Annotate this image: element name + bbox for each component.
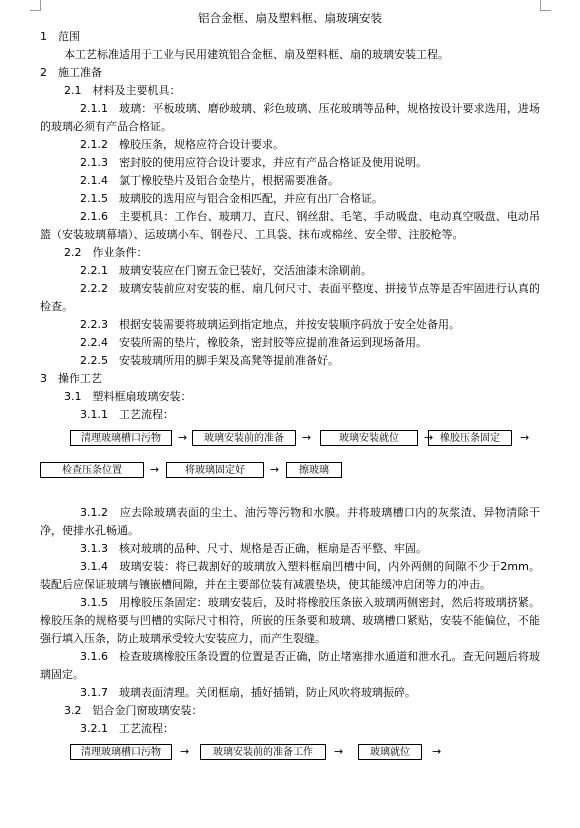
item-2-1-5: 2.1.5 玻璃胶的选用应与铝合金相匹配，并应有出厂合格证。 — [80, 192, 383, 205]
flow-step: 清理玻璃槽口污物 — [70, 744, 172, 760]
flow-arrow-icon: → — [302, 431, 312, 444]
section-2-2-heading: 2.2 作业条件： — [64, 246, 148, 259]
flow-step: 擦玻璃 — [286, 462, 342, 478]
flow-arrow-icon: → — [178, 431, 188, 444]
flow-arrow-icon: → — [180, 745, 190, 758]
flow-arrow-icon: → — [432, 745, 442, 758]
section-3-2-heading: 3.2 铝合金门窗玻璃安装： — [64, 704, 203, 717]
flow-arrow-icon: → — [424, 431, 434, 444]
flow-step: 玻璃就位 — [358, 744, 422, 760]
item-3-1-6: 3.1.6 检查玻璃橡胶压条设置的位置是否正确，防止堵塞排水通道和泄水孔。查无问题后将玻璃固定。 — [40, 650, 540, 681]
flow-step: 玻璃安装前的准备 — [192, 430, 296, 446]
section-3-1-heading: 3.1 塑料框扇玻璃安装： — [64, 390, 192, 403]
flow-chart-3-1-row-1 — [40, 426, 540, 454]
item-2-1-6: 2.1.6 主要机具：工作台、玻璃刀、直尺、钢丝甜、毛笔、手动吸盘、电动真空吸盘、电动吊篮（安装玻璃幕墙）、运玻璃小车、钢卷尺、工具袋、抹布或棉丝、安全带、注胶枪等。 — [40, 210, 540, 241]
item-2-2-2: 2.2.2 玻璃安装前应对安装的框、扇几何尺寸、表面平整度、拼接节点等是否牢固进行认真的检查。 — [40, 282, 540, 313]
item-2-1-2: 2.1.2 橡胶压条，规格应符合设计要求。 — [80, 138, 284, 151]
flow-arrow-icon: → — [334, 745, 344, 758]
item-3-1-4: 3.1.4 玻璃安装：将已裁割好的玻璃放入塑料框扇凹槽中间，内外两侧的间隙不少于2mm。装配后应保证玻璃与镶嵌槽间隙，并在主要部位装有减震垫块，使其能缓冲启闭等力的冲击。 — [40, 560, 540, 591]
section-2-1-heading: 2.1 材料及主要机具： — [64, 84, 181, 97]
margin-mark-right — [540, 0, 551, 11]
item-3-1-2: 3.1.2 应去除玻璃表面的尘土、油污等污物和水膜。并将玻璃槽口内的灰浆渣、异物清除干净，使排水孔畅通。 — [40, 506, 540, 537]
item-2-2-1: 2.2.1 玻璃安装应在门窗五金已装好，交活油漆末涂刷前。 — [80, 264, 372, 277]
item-3-1-7: 3.1.7 玻璃表面清理。关闭框扇，插好插销，防止风吹将玻璃振碎。 — [80, 686, 416, 699]
item-2-2-5: 2.2.5 安装玻璃所用的脚手架及高凳等提前准备好。 — [80, 354, 339, 367]
flow-step: 检查压条位置 — [40, 462, 144, 478]
flow-chart-3-2 — [40, 740, 540, 768]
item-2-2-3: 2.2.3 根据安装需要将玻璃运到指定地点，并按安装顺序码放于安全处备用。 — [80, 318, 460, 331]
flow-arrow-icon: → — [520, 431, 530, 444]
item-2-1-1: 2.1.1 玻璃：平板玻璃、磨砂玻璃、彩色玻璃、压花玻璃等品种，规格按设计要求选用，进场的玻璃必须有产品合格证。 — [40, 102, 540, 133]
item-3-1-1: 3.1.1 工艺流程： — [80, 408, 174, 421]
flow-step: 玻璃安装就位 — [320, 430, 418, 446]
item-2-2-4: 2.2.4 安装所需的垫片，橡胶条，密封胶等应提前准备运到现场备用。 — [80, 336, 427, 349]
item-2-1-3: 2.1.3 密封胶的使用应符合设计要求，并应有产品合格证及使用说明。 — [80, 156, 427, 169]
flow-arrow-icon: → — [150, 463, 160, 476]
section-3-heading: 3 操作工艺 — [40, 372, 102, 385]
flow-step: 清理玻璃槽口污物 — [70, 430, 172, 446]
item-3-1-5: 3.1.5 用橡胶压条固定：玻璃安装后，及时将橡胶压条嵌入玻璃两侧密封，然后将玻璃挤紧。橡胶压条的规格要与凹槽的实际尺寸相符，所嵌的压条要和玻璃、玻璃槽口紧贴，安装不能偏位，不能强行填入压条，防止玻璃承受较大安装应力，而产生裂缝。 — [40, 596, 540, 645]
document-title: 铝合金框、扇及塑料框、扇玻璃安装 — [198, 11, 382, 25]
document-page — [40, 8, 540, 772]
item-3-2-1: 3.2.1 工艺流程： — [80, 722, 174, 735]
flow-step: 将玻璃固定好 — [166, 462, 264, 478]
section-1-paragraph: 本工艺标准适用于工业与民用建筑铝合金框、扇及塑料框、扇的玻璃安装工程。 — [64, 48, 449, 61]
flow-step: 玻璃安装前的准备工作 — [200, 744, 326, 760]
section-2-heading: 2 施工准备 — [40, 66, 102, 79]
section-1-heading: 1 范围 — [40, 30, 80, 43]
item-3-1-3: 3.1.3 核对玻璃的品种、尺寸、规格是否正确，框扇是否平整、牢固。 — [80, 542, 427, 555]
flow-chart-3-1-row-2 — [40, 458, 540, 486]
flow-arrow-icon: → — [270, 463, 280, 476]
flow-step: 橡胶压条固定 — [428, 430, 512, 446]
item-2-1-4: 2.1.4 氯丁橡胶垫片及铝合金垫片，根据需要准备。 — [80, 174, 339, 187]
